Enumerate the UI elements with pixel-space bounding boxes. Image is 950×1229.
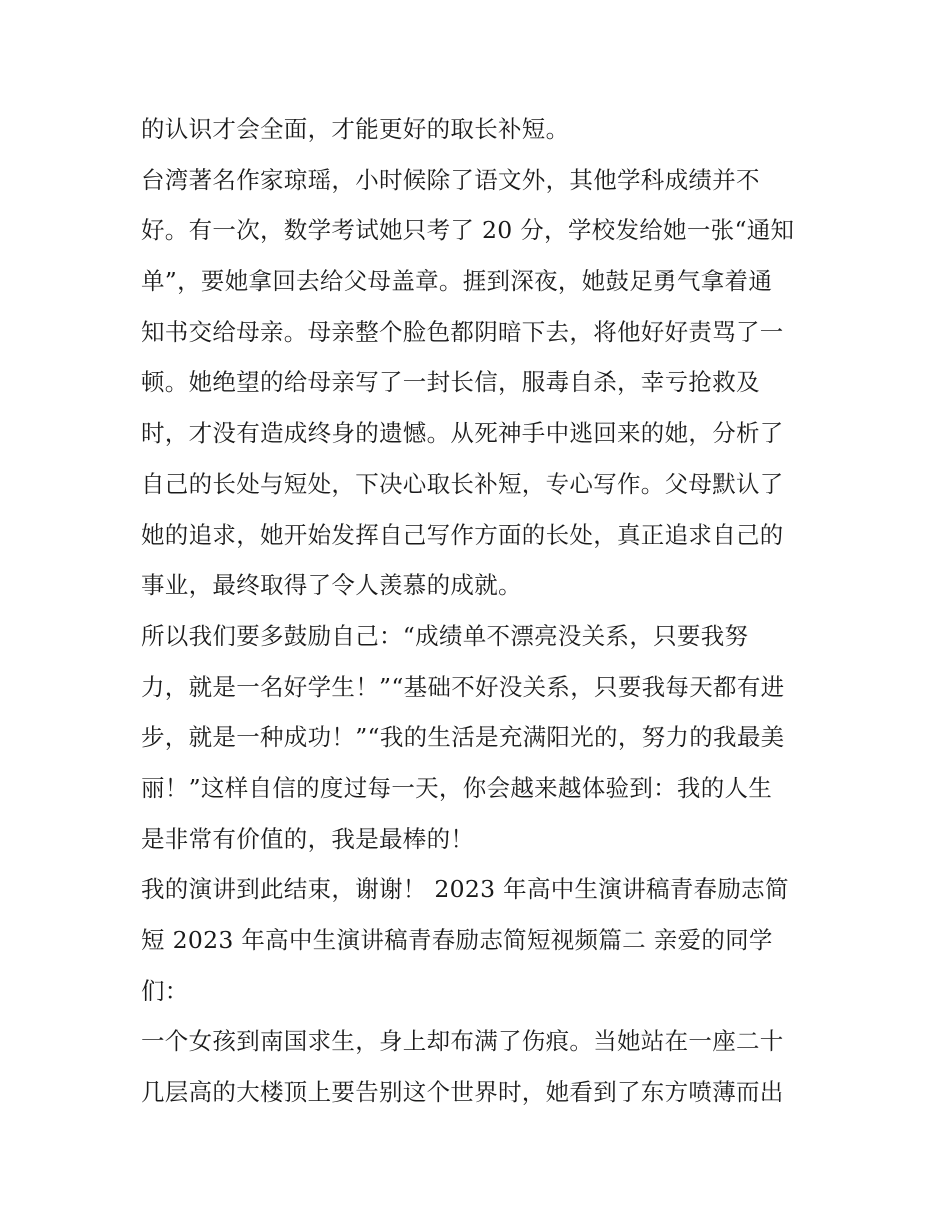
text-line: 单”，要她拿回去给父母盖章。捱到深夜，她鼓足勇气拿着通 [141,267,773,296]
text-line: 时，才没有造成终身的遗憾。从死神手中逃回来的她，分析了 [141,419,784,448]
text-line: 所以我们要多鼓励自己：“成绩单不漂亮没关系，只要我努 [141,621,749,650]
text-line: 的认识才会全面，才能更好的取长补短。 [141,115,570,143]
text-line: 我的演讲到此结束，谢谢！ 2023 年高中生演讲稿青春励志简 [141,875,789,904]
text-line: 事业，最终取得了令人羡慕的成就。 [141,571,522,600]
body-text [141,104,821,1118]
text-line: 顿。她绝望的给母亲写了一封长信，服毒自杀，幸亏抢救及 [141,368,760,397]
text-line: 自己的长处与短处，下决心取长补短，专心写作。父母默认了 [141,469,784,498]
text-line: 是非常有价值的，我是最棒的！ [141,824,475,853]
text-line: 们： [141,976,189,1005]
text-line: 她的追求，她开始发挥自己写作方面的长处，真正追求自己的 [141,520,784,549]
text-line: 短 2023 年高中生演讲稿青春励志简短视频篇二 亲爱的同学 [141,926,773,954]
text-line: 好。有一次，数学考试她只考了 20 分，学校发给她一张“通知 [141,216,795,245]
text-line: 知书交给母亲。母亲整个脸色都阴暗下去，将他好好责骂了一 [141,317,784,346]
text-line: 一个女孩到南国求生，身上却布满了伤痕。当她站在一座二十 [141,1027,784,1056]
text-line: 步，就是一种成功！”“我的生活是充满阳光的，努力的我最美 [141,723,785,752]
text-line: 台湾著名作家琼瑶，小时候除了语文外，其他学科成绩并不 [141,165,760,194]
text-line: 力，就是一名好学生！”“基础不好没关系，只要我每天都有进 [141,672,785,701]
text-line: 丽！”这样自信的度过每一天，你会越来越体验到：我的人生 [141,773,773,802]
text-line: 几层高的大楼顶上要告别这个世界时，她看到了东方喷薄而出 [141,1078,784,1107]
